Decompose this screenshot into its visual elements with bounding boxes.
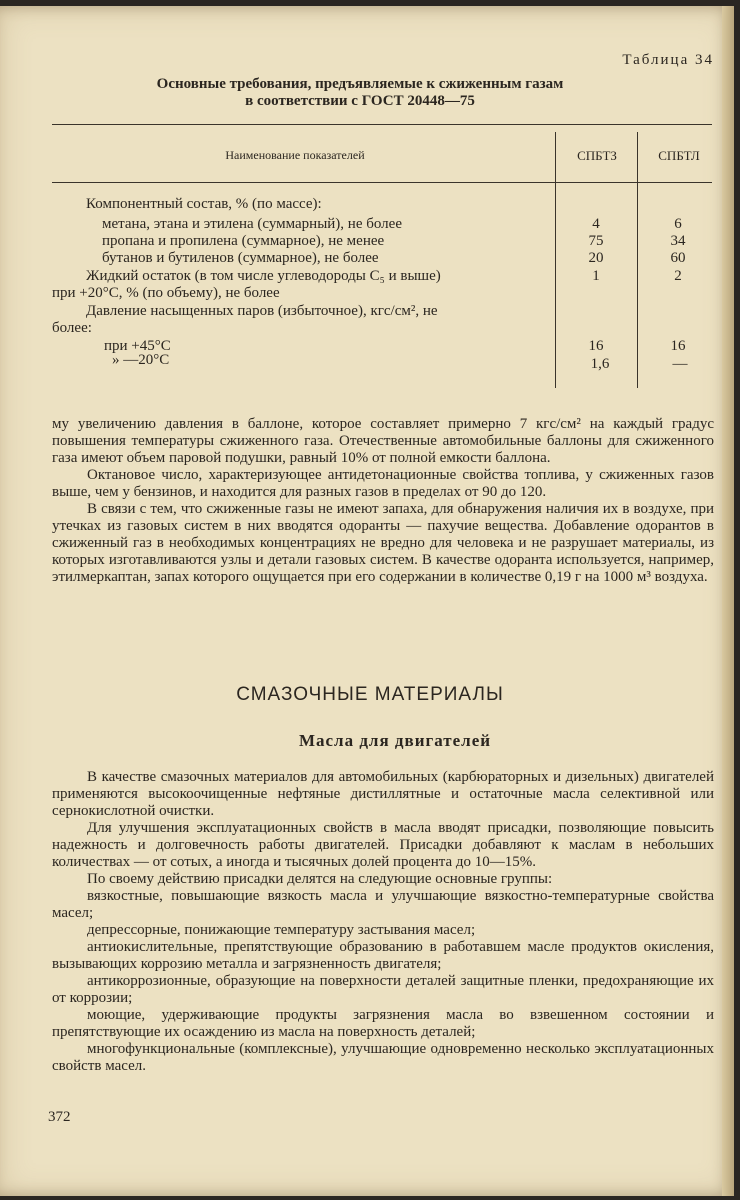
page-edge	[722, 6, 734, 1196]
paragraph: Для улучшения эксплуатационных свойств в масла вводят присадки, позволяющие повысить надежность и долговечность работы двигателей. Присадки добавляют к маслам в небольших количествах — от сотых, а иногда и тысячных долей процента до 10—15%.	[52, 820, 714, 870]
table-header-rule	[52, 182, 712, 183]
section-title: СМАЗОЧНЫЕ МАТЕРИАЛЫ	[236, 684, 504, 705]
table-col-divider-1	[555, 132, 556, 388]
table-cell-value: 20	[588, 250, 604, 266]
body-text-bottom	[52, 769, 714, 1075]
table-header-name: Наименование показателей	[225, 148, 365, 162]
table-row-label: при +45°C	[104, 338, 171, 354]
table-top-rule	[52, 124, 712, 125]
table-cell-value: 75	[588, 233, 604, 249]
table-cell-value: 16	[670, 338, 686, 354]
table-row-label: более:	[52, 320, 92, 336]
list-item: депрессорные, понижающие температуру застывания масел;	[87, 922, 476, 938]
paragraph: Октановое число, характеризующее антидетонационные свойства топлива, у сжиженных газов выше, чем у бензинов, и находится для разных газов в пределах от 90 до 120.	[52, 467, 714, 500]
table-header-col2: СПБТЛ	[658, 148, 700, 163]
table-cell-value: 34	[670, 233, 686, 249]
table-title	[40, 76, 680, 110]
table-col-divider-2	[637, 132, 638, 388]
table-cell-value: 60	[670, 250, 686, 266]
table-row-label: пропана и пропилена (суммарное), не менее	[102, 233, 385, 249]
table-cell-value: 6	[674, 216, 682, 232]
table-row-label: при +20°C, % (по объему), не более	[52, 285, 280, 301]
table-cell-value: 1,6	[590, 356, 610, 372]
paragraph: му увеличению давления в баллоне, которое составляет примерно 7 кгс/см² на каждый градус повышения температуры сжиженного газа. Отечественные автомобильные баллоны для сжиженного газа имеют объем паровой подушки, равный 10% от полной емкости баллона.	[52, 416, 714, 466]
list-item: многофункциональные (комплексные), улучшающие одновременно несколько эксплуатационных свойств масел.	[52, 1041, 714, 1074]
list-item: антиокислительные, препятствующие образованию в работавшем масле продуктов окисления, вызывающих коррозию металла и загрязненность двигателя;	[52, 939, 714, 972]
table-header-col1: СПБТЗ	[577, 148, 617, 163]
table-cell-value: —	[672, 356, 688, 372]
table-row-label: метана, этана и этилена (суммарный), не более	[102, 216, 402, 232]
table-title-line2: в соответствии с ГОСТ 20448—75	[245, 93, 475, 109]
page-number: 372	[48, 1109, 71, 1125]
table-cell-value: 16	[588, 338, 604, 354]
table-label: Таблица 34	[622, 52, 714, 68]
table-cell-value: 4	[592, 216, 600, 232]
paragraph: В качестве смазочных материалов для автомобильных (карбюраторных и дизельных) двигателей применяются высокоочищенные нефтяные дистиллятные и остаточные масла селективной или сернокислотной очистки.	[52, 769, 714, 819]
list-item: вязкостные, повышающие вязкость масла и улучшающие вязкостно-температурные свойства масел;	[52, 888, 714, 921]
table-row-label: Жидкий остаток (в том числе углеводороды C₅ и выше)	[86, 268, 441, 284]
table-row-label: Давление насыщенных паров (избыточное), кгс/см², не	[86, 303, 438, 319]
list-item: антикоррозионные, образующие на поверхности деталей защитные пленки, предохраняющие их от коррозии;	[52, 973, 714, 1006]
paragraph: В связи с тем, что сжиженные газы не имеют запаха, для обнаружения наличия их в воздухе, при утечках из газовых систем в них вводятся одоранты — пахучие вещества. Добавление одорантов в сжиженный газ в необходимых концентрациях не вредно для человека и не разрушает материалы, из которых изготавливаются узлы и детали газовых систем. В качестве одоранта используется, например, этилмеркаптан, запах которого ощущается при его содержании в количестве 0,19 г на 1000 м³ воздуха.	[52, 501, 714, 585]
body-text-top	[52, 416, 714, 586]
table-cell-value: 2	[674, 268, 682, 284]
table-row-label: Компонентный состав, % (по массе):	[86, 196, 322, 212]
table-cell-value: 1	[592, 268, 600, 284]
table-row-label: бутанов и бутиленов (суммарное), не более	[102, 250, 379, 266]
list-item: моющие, удерживающие продукты загрязнения масла во взвешенном состоянии и препятствующие их осаждению из масла на поверхность деталей;	[52, 1007, 714, 1040]
paragraph: По своему действию присадки делятся на следующие основные группы:	[87, 871, 553, 887]
subsection-title: Масла для двигателей	[298, 731, 492, 750]
table-row-label: » —20°C	[112, 352, 170, 368]
book-page	[0, 6, 734, 1196]
table-title-line1: Основные требования, предъявляемые к сжиженным газам	[156, 76, 564, 92]
